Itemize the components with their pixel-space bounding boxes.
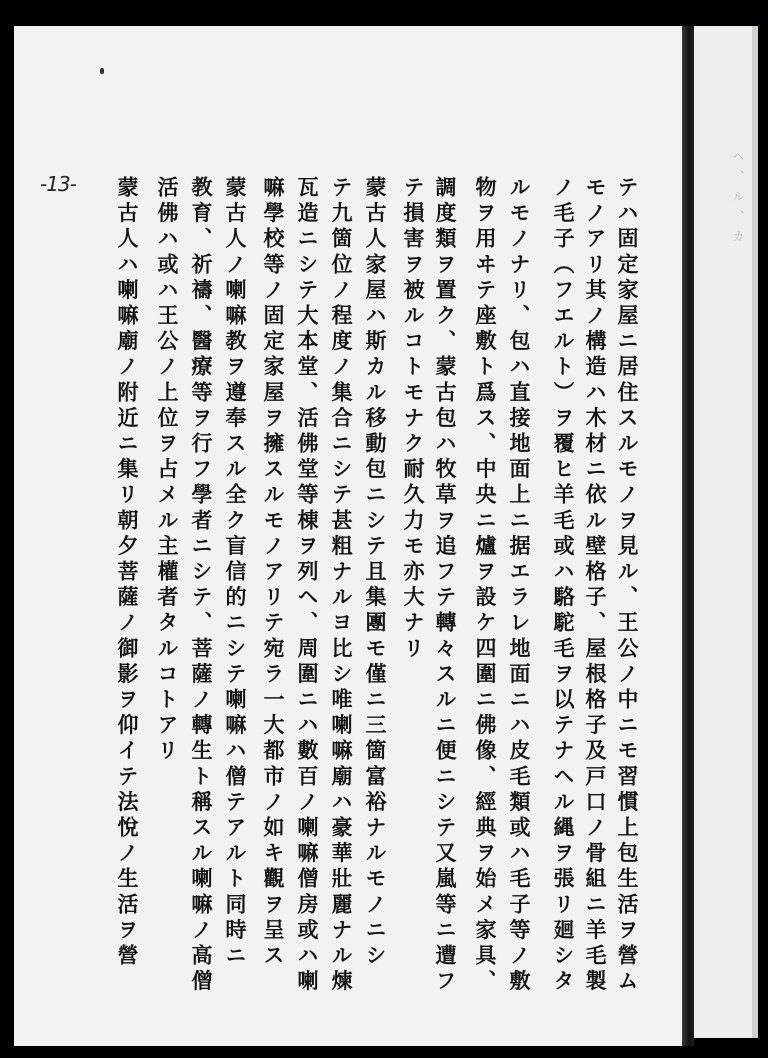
facing-page-border bbox=[752, 26, 758, 1038]
ink-speck bbox=[100, 68, 104, 74]
text-column: テ九箇位ノ程度ノ集合ニシテ甚粗ナルヨ比シ唯喇嘛廟ハ豪華壯麗ナル煉 bbox=[329, 176, 354, 996]
text-column: 嘛學校等ノ固定家屋ヲ擁スルモノアリテ宛ラ一大都市ノ如キ觀ヲ呈ス bbox=[261, 176, 286, 970]
text-column: 調度類ヲ置ク、蒙古包ハ牧草ヲ追フテ轉々スルニ便ニシテ又嵐等ニ遭フ bbox=[433, 176, 458, 996]
page-number: -13- bbox=[40, 172, 76, 196]
text-column: 蒙古人ハ喇嘛廟ノ附近ニ集リ朝夕菩薩ノ御影ヲ仰イテ法悅ノ生活ヲ營 bbox=[115, 176, 140, 970]
facing-page-text: ヘ、ル、カ bbox=[731, 150, 745, 250]
text-column: 蒙古人ノ喇嘛教ヲ遵奉スル全ク盲信的ニシテ喇嘛ハ僧テアルト同時ニ bbox=[223, 176, 248, 970]
text-column: 教育、祈禱、醫療等ヲ行フ學者ニシテ、菩薩ノ轉生ト稱スル喇嘛ノ高僧 bbox=[189, 176, 214, 996]
text-column: 瓦造ニシテ大本堂、活佛堂等棟ヲ列ヘ、周圍ニハ數百ノ喇嘛僧房或ハ喇 bbox=[295, 176, 320, 996]
text-column: テ損害ヲ被ルコトモナク耐久力モ亦大ナリ bbox=[401, 176, 426, 663]
facing-page-edge bbox=[694, 26, 758, 1038]
text-column: テハ固定家屋ニ居住スルモノヲ見ル、王公ノ中ニモ習慣上包生活ヲ營ム bbox=[615, 176, 640, 996]
text-column: 蒙古人家屋ハ斯カル移動包ニシテ且集團モ僅ニ三箇富裕ナルモノニシ bbox=[363, 176, 388, 970]
page-gutter bbox=[682, 26, 694, 1046]
text-column: モノアリ其ノ構造ハ木材ニ依ル壁格子、屋根格子及戸口ノ骨組ニ羊毛製 bbox=[583, 176, 608, 996]
text-column: 物ヲ用ヰテ座敷ト爲ス、中央ニ爐ヲ設ケ四圍ニ佛像、經典ヲ始メ家具、 bbox=[473, 176, 498, 996]
text-column: ノ毛子（フエルト）ヲ覆ヒ羊毛或ハ駱駝毛ヲ以テナヘル縄ヲ張リ廻シタ bbox=[551, 176, 576, 996]
text-column: 活佛ハ或ハ王公ノ上位ヲ占メル主權者タルコトアリ bbox=[155, 176, 180, 765]
text-column: ルモノナリ、包ハ直接地面上ニ据エラレ地面ニハ皮毛類或ハ毛子等ノ敷 bbox=[507, 176, 532, 996]
